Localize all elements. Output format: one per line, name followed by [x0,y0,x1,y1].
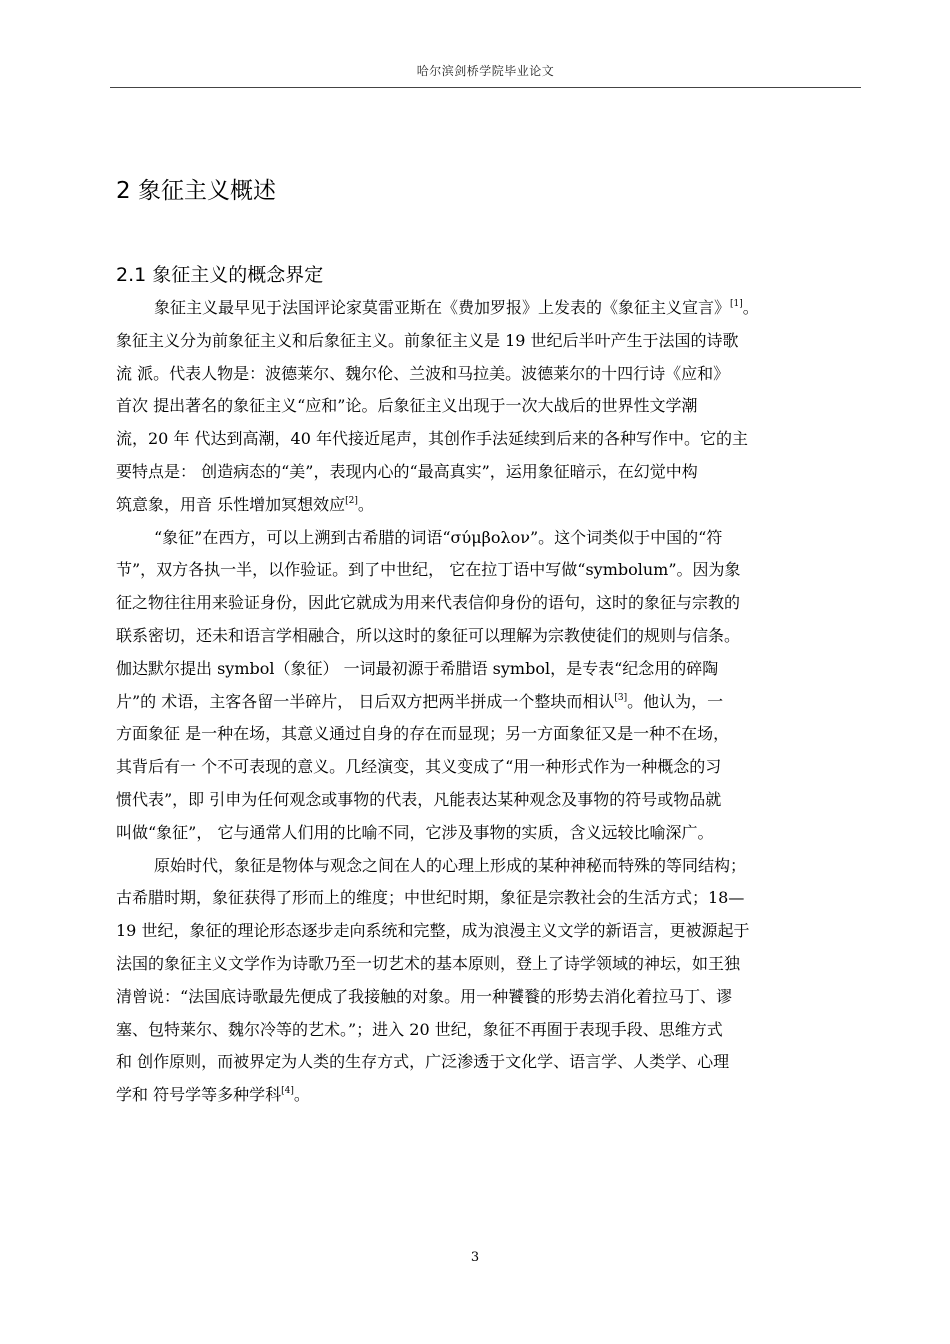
text-line [116,522,864,555]
line-text: 征之物往往用来验证身份，因此它就成为用来代表信仰身份的语句，这时的象征与宗教的 [116,593,741,613]
text-line [116,981,864,1014]
text-line [116,948,864,981]
line-text: 其背后有一 个不可表现的意义。几经演变，其义变成了“用一种形式作为一种概念的习 [116,757,722,777]
line-text: 首次 提出著名的象征主义“应和”论。后象征主义出现于一次大战后的世界性文学潮 [116,396,698,416]
line-text: 塞、包特莱尔、魏尔冷等的艺术。”；进入 20 世纪，象征不再囿于表现手段、思维方式 [116,1019,723,1039]
citation-reference: [4] [281,1086,294,1097]
text-line [116,292,864,325]
text-line [116,620,864,653]
text-line [116,784,864,817]
text-line [116,1014,864,1047]
text-line [116,718,864,751]
line-text: 节”，双方各执一半，以作验证。到了中世纪， 它在拉丁语中写做“symbolum”。因为象 [116,560,741,580]
chapter-title: 2 象征主义概述 [116,178,276,204]
line-text: 法国的象征主义文学作为诗歌乃至一切艺术的基本原则，登上了诗学领域的神坛，如王独 [116,953,741,973]
line-text: 和 创作原则，而被界定为人类的生存方式，广泛渗透于文化学、语言学、人类学、心理 [116,1052,730,1072]
text-line [116,423,864,456]
text-line [116,1046,864,1079]
line-text: 流 派。代表人物是：波德莱尔、魏尔伦、兰波和马拉美。波德莱尔的十四行诗《应和》 [116,363,730,383]
citation-reference: [3] [614,692,628,703]
body-text [116,292,864,1112]
text-line [116,390,864,423]
text-line [116,587,864,620]
line-text: 原始时代，象征是物体与观念之间在人的心理上形成的某种神秘而特殊的等同结构； [154,855,747,875]
line-text: 片”的 术语，主客各留一半碎片， 日后双方把两半拼成一个整块而相认 [116,691,615,711]
text-line [116,1079,864,1112]
text-line [116,751,864,784]
running-header: 哈尔滨剑桥学院毕业论文 [416,64,555,78]
text-line [116,686,864,719]
line-text: 筑意象，用音 乐性增加冥想效应 [116,494,346,514]
header-divider [110,87,861,88]
citation-reference: [1] [730,299,743,309]
line-text: 叫做“象征”， 它与通常人们用的比喻不同，它涉及事物的实质，含义远较比喻深广。 [116,822,714,842]
line-text: 伽达默尔提出 symbol（象征） 一词最初源于希腊语 symbol，是专表“纪念用的碎陶 [116,658,719,678]
text-line [116,489,864,522]
line-text-tail: 。 [293,1085,310,1105]
paragraph [116,522,864,850]
line-text: 要特点是： 创造病态的“美”，表现内心的“最高真实”，运用象征暗示，在幻觉中构 [116,461,698,481]
line-text: 流，20 年 代达到高潮，40 年代接近尾声，其创作手法延续到后来的各种写作中。它的主 [116,429,748,449]
text-line [116,850,864,883]
line-text-tail: 。他认为，一 [627,691,724,711]
paragraph [116,292,864,522]
line-text: 象征主义分为前象征主义和后象征主义。前象征主义是 19 世纪后半叶产生于法国的诗歌 [116,330,739,350]
text-line [116,817,864,850]
text-line [116,456,864,489]
line-text: 清曾说：“法国底诗歌最先便成了我接触的对象。用一种饕餮的形势去消化着拉马丁、谬 [116,986,733,1006]
citation-reference: [2] [345,495,358,506]
line-text: 学和 符号学等多种学科 [116,1085,282,1105]
line-text: 方面象征 是一种在场，其意义通过自身的存在而显现；另一方面象征又是一种不在场， [116,724,730,744]
text-line [116,554,864,587]
line-text-tail: 。 [357,494,374,514]
text-line [116,882,864,915]
line-text: 19 世纪，象征的理论形态逐步走向系统和完整，成为浪漫主义文学的新语言，更被源起于 [116,921,750,941]
text-line [116,358,864,391]
text-line [116,653,864,686]
line-text: 象征主义最早见于法国评论家莫雷亚斯在《费加罗报》上发表的《象征主义宣言》 [154,298,731,317]
section-title: 2.1 象征主义的概念界定 [116,264,324,286]
page-number: 3 [470,1250,480,1265]
text-line [116,325,864,358]
line-text-tail: 。 [742,298,759,317]
line-text: 联系密切，还未和语言学相融合，所以这时的象征可以理解为宗教使徒们的规则与信条。 [116,625,741,645]
line-text: 惯代表”，即 引申为任何观念或事物的代表，凡能表达某种观念及事物的符号或物品就 [116,789,722,809]
line-text: 古希腊时期，象征获得了形而上的维度；中世纪时期，象征是宗教社会的生活方式；18— [116,888,745,908]
line-text: “象征”在西方，可以上溯到古希腊的词语“σύμβολον”。这个词类似于中国的“符 [154,527,723,547]
text-line [116,915,864,948]
paragraph [116,850,864,1112]
